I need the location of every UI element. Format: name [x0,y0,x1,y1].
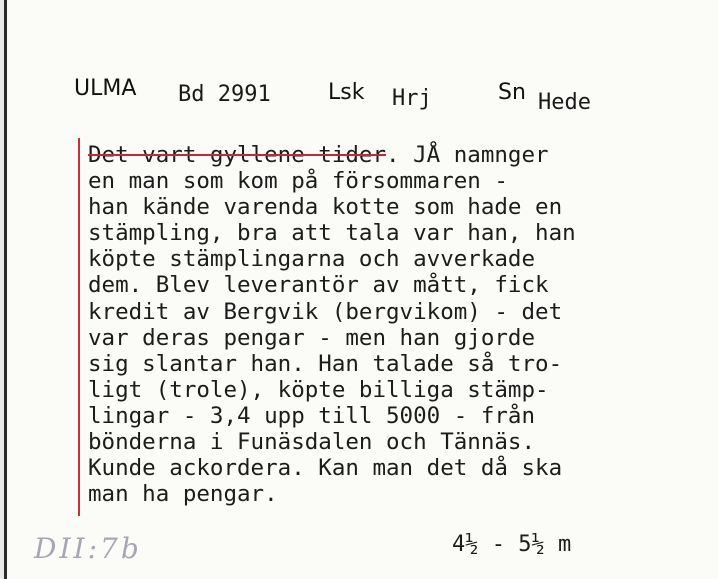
text-line: ligt (trole), köpte billiga stämp- [88,376,549,403]
first-line-rest: . JÅ namnger [386,142,549,168]
socken-value: Hede [538,90,591,115]
text-line-first [88,142,708,168]
text-line: lingar - 3,4 upp till 5000 - från [88,402,536,429]
text-line: stämpling, bra att tala var han, han [88,220,576,247]
record-number: Bd 2991 [178,82,271,107]
archive-label: ULMA [74,76,137,101]
text-line: Kunde ackordera. Kan man det då ska [88,455,563,482]
scan-edge [4,0,7,579]
socken-label: Sn [498,80,526,105]
text-line: han kände varenda kotte som hade en [88,194,563,221]
measurement: 4½ - 5½ m [452,532,572,557]
red-margin-line [78,138,80,516]
text-line: köpte stämplingarna och avverkade [88,246,536,273]
handwritten-shelfmark: DII:7b [34,532,142,565]
marked-phrase: Det vart gyllene tider [88,142,387,168]
text-line: en man som kom på försommaren - [88,168,508,195]
text-line: man ha pengar. [88,481,278,508]
text-line: bönderna i Funäsdalen och Tännäs. [88,429,536,456]
card-header [74,74,714,114]
text-line: kredit av Bergvik (bergvikom) - det [88,298,563,325]
text-line: sig slantar han. Han talade så tro- [88,350,563,377]
transcription-text [88,142,708,507]
landskap-label: Lsk [328,80,365,105]
text-line: dem. Blev leverantör av mått, fick [88,272,549,299]
landskap-value: Hrj [392,86,432,111]
text-line: var deras pengar - men han gjorde [88,324,536,351]
